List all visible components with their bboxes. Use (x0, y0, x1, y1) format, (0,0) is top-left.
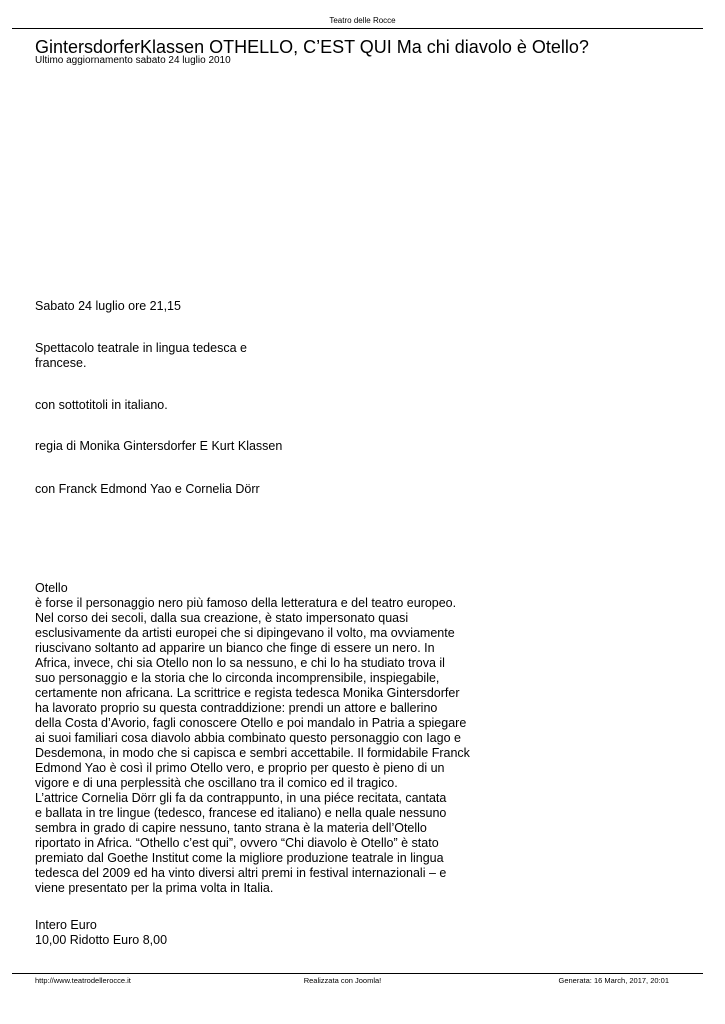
text-line: francese. (35, 356, 87, 370)
text-line: Intero Euro (35, 918, 97, 932)
text-line: Africa, invece, chi sia Otello non lo sa nessuno, e chi lo ha studiato trova il (35, 656, 445, 670)
text-line: vigore e di una perplessità che oscillano tra il comico ed il tragico. (35, 776, 398, 790)
text-line: esclusivamente da artisti europei che si dipingevano il volto, ma ovviamente (35, 626, 455, 640)
text-line: Edmond Yao è così il primo Otello vero, e proprio per questo è pieno di un (35, 761, 445, 775)
event-date: Sabato 24 luglio ore 21,15 (35, 299, 181, 313)
footer-generated: Generata: 16 March, 2017, 20:01 (558, 976, 669, 985)
subtitles-note: con sottotitoli in italiano. (35, 398, 168, 412)
text-line: della Costa d’Avorio, fagli conoscere Otello e poi mandalo in Patria a spiegare (35, 716, 467, 730)
ticket-prices (35, 918, 167, 948)
text-line: suo personaggio e la storia che lo circonda incomprensibile, inspiegabile, (35, 671, 440, 685)
text-line: L’attrice Cornelia Dörr gli fa da contrappunto, in una piéce recitata, cantata (35, 791, 447, 805)
footer-site-link[interactable]: http://www.teatrodellerocce.it (35, 976, 131, 985)
footer-credit: Realizzata con Joomla! (303, 976, 382, 985)
direction-credit: regia di Monika Gintersdorfer E Kurt Klassen (35, 439, 283, 453)
last-updated: Ultimo aggiornamento sabato 24 luglio 2010 (35, 55, 231, 66)
text-line: viene presentato per la prima volta in Italia. (35, 881, 274, 895)
text-line: 10,00 Ridotto Euro 8,00 (35, 933, 168, 947)
text-line: Desdemona, in modo che si capisca e sembri accettabile. Il formidabile Franck (35, 746, 470, 760)
footer-divider (12, 973, 703, 974)
text-line: e ballata in tre lingue (tedesco, francese ed italiano) e nella quale nessuno (35, 806, 447, 820)
text-line: certamente non africana. La scrittrice e regista tedesca Monika Gintersdorfer (35, 686, 460, 700)
page-title: GintersdorferKlassen OTHELLO, C’EST QUI Ma chi diavolo è Otello? (35, 37, 589, 57)
article-body (35, 581, 470, 896)
text-line: ai suoi familiari cosa diavolo abbia combinato questo personaggio con Iago e (35, 731, 461, 745)
language-note (35, 341, 247, 371)
cast-credit: con Franck Edmond Yao e Cornelia Dörr (35, 482, 260, 496)
text-line: premiato dal Goethe Institut come la migliore produzione teatrale in lingua (35, 851, 444, 865)
site-header: Teatro delle Rocce (329, 16, 396, 25)
text-line: Nel corso dei secoli, dalla sua creazione, è stato impersonato quasi (35, 611, 409, 625)
header-divider (12, 28, 703, 29)
text-line: riportato in Africa. “Othello c’est qui”, ovvero “Chi diavolo è Otello” è stato (35, 836, 439, 850)
text-line: tedesca del 2009 ed ha vinto diversi altri premi in festival internazionali – e (35, 866, 447, 880)
text-line: sembra in grado di capire nessuno, tanto strana è la materia dell’Otello (35, 821, 427, 835)
text-line: è forse il personaggio nero più famoso della letteratura e del teatro europeo. (35, 596, 457, 610)
text-line: Spettacolo teatrale in lingua tedesca e (35, 341, 247, 355)
text-line: riuscivano soltanto ad apparire un bianco che finge di essere un nero. In (35, 641, 435, 655)
text-line: Otello (35, 581, 68, 595)
text-line: ha lavorato proprio su questa contraddizione: prendi un attore e ballerino (35, 701, 438, 715)
